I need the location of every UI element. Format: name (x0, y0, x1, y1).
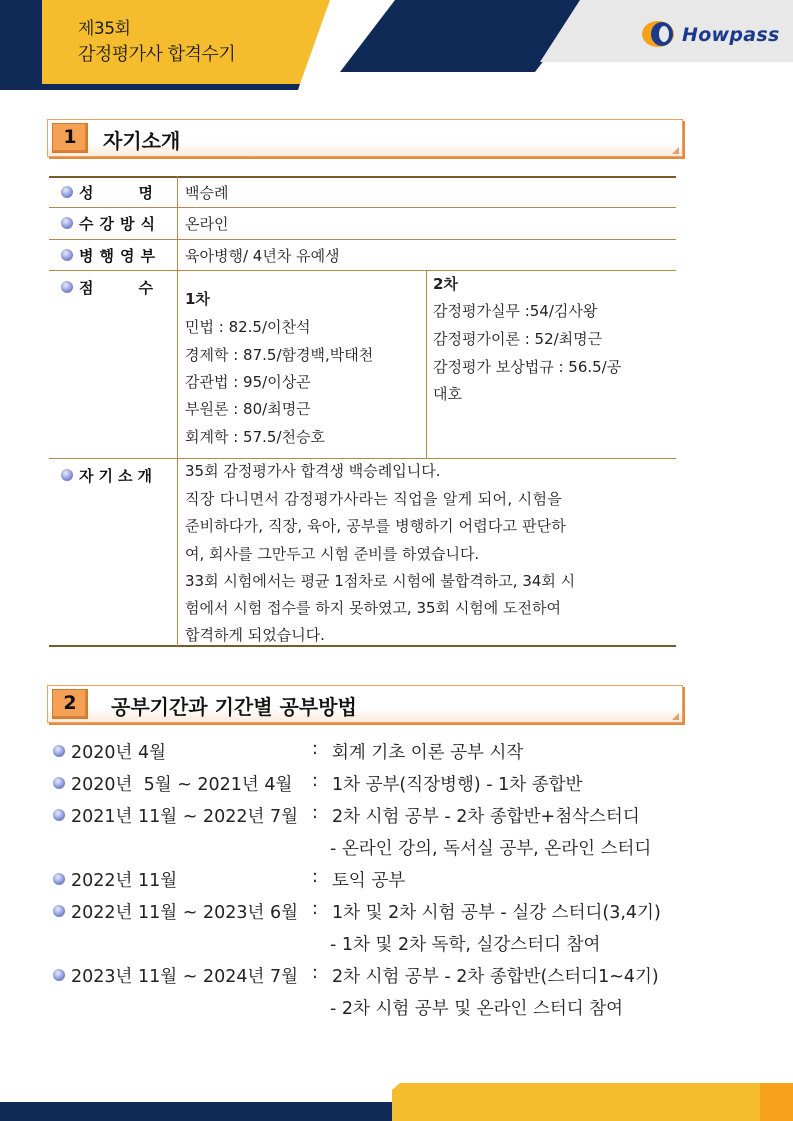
parallel-value: 육아병행/ 4년차 유예생 (185, 247, 340, 265)
schedule-period: 2022년 11월 ~ 2023년 6월 (71, 903, 299, 923)
schedule-desc: 회계 기초 이론 공부 시작 (332, 743, 524, 763)
schedule-desc: 1차 공부(직장병행) - 1차 종합반 (332, 775, 583, 795)
score-first-line: 민법 : 82.5/이찬석 (185, 318, 311, 336)
bullet-icon (53, 873, 65, 885)
section-1-title: 자기소개 (103, 129, 181, 153)
header-title-line1: 제35회 (78, 19, 131, 39)
schedule-colon: : (312, 739, 318, 759)
schedule-desc: 2차 시험 공부 - 2차 종합반(스터디1~4기) (332, 967, 659, 987)
footer-banner-shapes (0, 1080, 793, 1121)
schedule-colon: : (312, 771, 318, 791)
schedule-period: 2020년 5월 ~ 2021년 4월 (71, 775, 293, 795)
score-second-line: 대호 (433, 385, 462, 403)
schedule-colon: : (312, 963, 318, 983)
intro-line: 험에서 시험 접수를 하지 못하였고, 35회 시험에 도전하여 (185, 599, 562, 617)
name-label: 성 명 (79, 184, 153, 202)
score-second-line: 감정평가이론 : 52/최명근 (433, 330, 603, 348)
schedule-sub: - 온라인 강의, 독서실 공부, 온라인 스터디 (330, 839, 652, 859)
schedule-period: 2021년 11월 ~ 2022년 7월 (71, 807, 299, 827)
intro-line: 33회 시험에서는 평균 1점차로 시험에 불합격하고, 34회 시 (185, 572, 576, 590)
schedule-desc: 2차 시험 공부 - 2차 종합반+첨삭스터디 (332, 807, 640, 827)
section-2-title: 공부기간과 기간별 공부방법 (111, 695, 357, 719)
score-first-line: 감관법 : 95/이상곤 (185, 373, 311, 391)
section-2-number-badge: 2 (52, 689, 88, 719)
schedule-colon: : (312, 803, 318, 823)
score-first-line: 부원론 : 80/최명근 (185, 400, 311, 418)
section-1-number-badge: 1 (52, 123, 88, 153)
schedule-sub: - 1차 및 2차 독학, 실강스터디 참여 (330, 935, 601, 955)
bullet-icon (53, 745, 65, 757)
schedule-desc: 1차 및 2차 시험 공부 - 실강 스터디(3,4기) (332, 903, 661, 923)
intro-label: 자기소개 (79, 467, 157, 485)
intro-line: 합격하게 되었습니다. (185, 626, 325, 644)
page-footer (0, 1080, 793, 1121)
bullet-icon (53, 809, 65, 821)
schedule-colon: : (312, 867, 318, 887)
bullet-icon (53, 777, 65, 789)
score-second-title: 2차 (433, 275, 458, 293)
parallel-label: 병행영부 (79, 247, 161, 265)
score-second-line: 감정평가 보상법규 : 56.5/공 (433, 358, 622, 376)
name-value: 백승례 (185, 184, 229, 202)
score-first-title: 1차 (185, 290, 210, 308)
score-first-line: 회계학 : 57.5/천승호 (185, 428, 325, 446)
intro-line: 여, 회사를 그만두고 시험 준비를 하였습니다. (185, 545, 480, 563)
study-mode-value: 온라인 (185, 215, 229, 233)
study-mode-label: 수강방식 (79, 215, 161, 233)
schedule-sub: - 2차 시험 공부 및 온라인 스터디 참여 (330, 999, 624, 1019)
schedule-colon: : (312, 899, 318, 919)
score-label: 점 수 (79, 279, 153, 297)
bullet-icon (53, 969, 65, 981)
howpass-logo-text: Howpass (682, 24, 780, 46)
bullet-icon (53, 905, 65, 917)
score-second-line: 감정평가실무 :54/김사왕 (433, 302, 598, 320)
schedule-period: 2020년 4월 (71, 743, 167, 763)
schedule-period: 2023년 11월 ~ 2024년 7월 (71, 967, 299, 987)
score-first-line: 경제학 : 87.5/함경백,박태천 (185, 346, 374, 364)
schedule-desc: 토익 공부 (332, 871, 406, 891)
intro-line: 준비하다가, 직장, 육아, 공부를 병행하기 어렵다고 판단하 (185, 517, 566, 535)
schedule-period: 2022년 11월 (71, 871, 178, 891)
intro-line: 35회 감정평가사 합격생 백승례입니다. (185, 462, 441, 480)
intro-line: 직장 다니면서 감정평가사라는 직업을 알게 되어, 시험을 (185, 490, 563, 508)
header-title-line2: 감정평가사 합격수기 (78, 44, 236, 65)
